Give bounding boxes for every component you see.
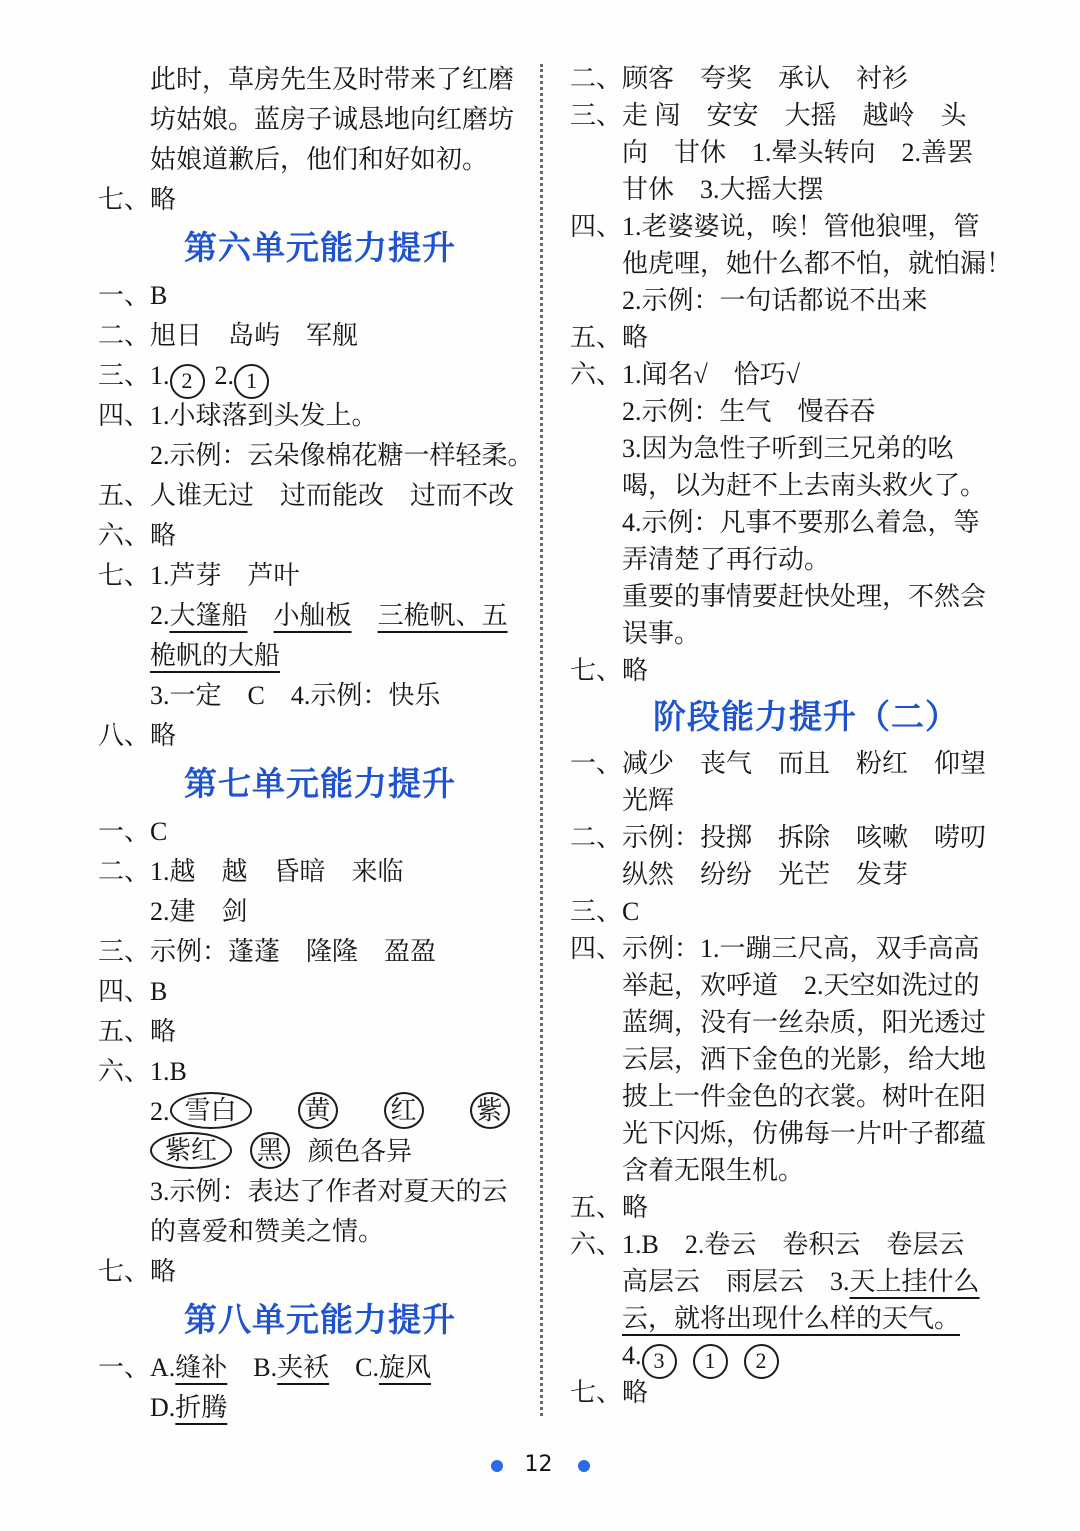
answer-text: B: [150, 977, 168, 1006]
answer-text: 姑娘道歉后，他们和好如初。: [150, 145, 489, 174]
underlined-answer-text: 缝补: [175, 1353, 228, 1382]
answer-row: [570, 356, 1042, 393]
answer-row: [570, 393, 1042, 430]
answer-text: 示例：蓬蓬 隆隆 盈盈: [150, 937, 437, 966]
answer-text: [352, 601, 378, 630]
answer-text: 2.: [150, 1097, 170, 1126]
underlined-answer-text: 折腾: [175, 1393, 228, 1422]
answer-row: [570, 967, 1042, 1004]
answer-row: [570, 1300, 1042, 1337]
answer-text: 高层云 雨层云 3.: [622, 1267, 850, 1296]
answer-text: 此时，草房先生及时带来了红磨: [150, 65, 515, 94]
answer-text: 1.芦芽 芦叶: [150, 561, 300, 590]
answer-row: [98, 1348, 542, 1388]
item-number-label: 六、: [570, 1230, 623, 1259]
section-heading: 第七单元能力提升: [184, 764, 456, 803]
answer-row: [570, 504, 1042, 541]
answer-text: 3.示例：表达了作者对夏天的云: [150, 1177, 508, 1206]
underlined-answer-text: 三桅帆、五: [377, 601, 508, 630]
page-number-dot-left: [491, 1460, 503, 1472]
answer-text: 2.示例：云朵像棉花糖一样轻柔。: [150, 441, 534, 470]
answer-text: 坊姑娘。蓝房子诚恳地向红磨坊: [150, 105, 515, 134]
circled-number: 2: [744, 1344, 779, 1379]
answer-row: [98, 316, 542, 356]
answer-text: B: [150, 281, 168, 310]
answer-row: [98, 972, 542, 1012]
answer-row: [570, 745, 1042, 782]
answer-text: C: [622, 897, 640, 926]
item-number-label: 一、: [98, 817, 151, 846]
item-number-label: 七、: [98, 1257, 151, 1286]
answer-row: [570, 541, 1042, 578]
item-number-label: 六、: [570, 360, 623, 389]
answer-row: [570, 1226, 1042, 1263]
answer-row: [570, 578, 1042, 615]
underlined-answer-text: 小舢板: [273, 601, 352, 630]
underlined-answer-text: 云，就将出现什么样的天气。: [622, 1304, 961, 1333]
answer-text: C: [150, 817, 168, 846]
item-number-label: 二、: [570, 64, 623, 93]
item-number-label: 五、: [570, 1193, 623, 1222]
answer-text: 示例：投掷 拆除 咳嗽 唠叨: [622, 823, 987, 852]
answer-row: [570, 1263, 1042, 1300]
section-heading: 第六单元能力提升: [184, 228, 456, 267]
answer-text: 重要的事情要赶快处理，不然会: [622, 582, 987, 611]
answer-row: [98, 476, 542, 516]
answer-row: [98, 356, 542, 396]
item-number-label: 三、: [98, 937, 151, 966]
answer-text: C.: [329, 1353, 379, 1382]
answer-row: [570, 1041, 1042, 1078]
answer-row: [570, 171, 1042, 208]
answer-text: D.: [150, 1393, 176, 1422]
answer-text: 喝，以为赶不上去南头救火了。: [622, 471, 987, 500]
answer-row: [570, 893, 1042, 930]
item-number-label: 五、: [570, 323, 623, 352]
answer-row: [98, 516, 542, 556]
answer-row: [98, 1052, 542, 1092]
answer-text: 光下闪烁，仿佛每一片叶子都蕴: [622, 1119, 987, 1148]
circled-number: 3: [642, 1344, 677, 1379]
answer-row: [98, 100, 542, 140]
answer-row: [570, 930, 1042, 967]
answer-text: 向 甘休 1.晕头转向 2.善罢: [622, 138, 974, 167]
circled-answer-word: 紫: [470, 1092, 510, 1129]
answer-text: 2.: [214, 361, 234, 390]
answer-text: 4.: [622, 1341, 642, 1370]
item-number-label: 七、: [98, 561, 151, 590]
circled-answer-word: 黑: [250, 1132, 290, 1169]
circled-answer-word: 黄: [298, 1092, 338, 1129]
answer-text: 颜色各异: [308, 1137, 413, 1166]
answer-text: B.: [227, 1353, 278, 1382]
answer-row: [570, 1152, 1042, 1189]
answer-text: A.: [150, 1353, 176, 1382]
item-number-label: 七、: [570, 1378, 623, 1407]
answer-text: 纵然 纷纷 光芒 发芽: [622, 860, 909, 889]
answer-row: [570, 615, 1042, 652]
answer-text: 2.示例：生气 慢吞吞: [622, 397, 876, 426]
answer-row: [98, 812, 542, 852]
answer-row: [98, 60, 542, 100]
answer-row: [98, 892, 542, 932]
answer-text: 1.: [150, 361, 170, 390]
answer-text: 略: [150, 1257, 177, 1286]
underlined-answer-text: 桅帆的大船: [150, 641, 281, 670]
answer-row: [98, 716, 542, 756]
answer-row: [570, 282, 1042, 319]
underlined-answer-text: 旋风: [379, 1353, 432, 1382]
answer-text: 2.示例：一句话都说不出来: [622, 286, 928, 315]
section-heading: 第八单元能力提升: [184, 1300, 456, 1339]
answer-text: 1.B: [150, 1057, 187, 1086]
circled-answer-word: 红: [384, 1092, 424, 1129]
item-number-label: 六、: [98, 1057, 151, 1086]
item-number-label: 五、: [98, 481, 151, 510]
answer-text: 举起，欢呼道 2.天空如洗过的: [622, 971, 980, 1000]
answer-row: [570, 245, 1042, 282]
section-heading: 阶段能力提升（二）: [653, 697, 959, 736]
item-number-label: 二、: [570, 823, 623, 852]
item-number-label: 八、: [98, 721, 151, 750]
answer-text: 光辉: [622, 786, 675, 815]
answer-text: 3.因为急性子听到三兄弟的吆: [622, 434, 954, 463]
answer-row: [570, 1189, 1042, 1226]
item-number-label: 三、: [98, 361, 151, 390]
circled-answer-word: 紫红: [150, 1132, 232, 1169]
answer-row: [570, 1004, 1042, 1041]
answer-text: 4.示例：凡事不要那么着急，等: [622, 508, 980, 537]
circled-number: 2: [170, 364, 205, 399]
answer-row: [570, 208, 1042, 245]
answer-row: [98, 436, 542, 476]
answer-text: 的喜爱和赞美之情。: [150, 1217, 385, 1246]
answer-text: 云层，洒下金色的光影，给大地: [622, 1045, 987, 1074]
answer-row: [570, 1374, 1042, 1411]
answer-text: 减少 丧气 而且 粉红 仰望: [622, 749, 987, 778]
answer-text: 略: [150, 185, 177, 214]
item-number-label: 二、: [98, 321, 151, 350]
answer-text: 略: [150, 721, 177, 750]
answer-row: [98, 676, 542, 716]
answer-row: [98, 1012, 542, 1052]
answer-row: [98, 1388, 542, 1428]
answer-row: [570, 1337, 1042, 1374]
answer-row: [98, 396, 542, 436]
answer-text: 含着无限生机。: [622, 1156, 805, 1185]
answer-text: 略: [150, 521, 177, 550]
answer-text: 略: [622, 656, 649, 685]
item-number-label: 三、: [570, 101, 623, 130]
answer-row: [570, 319, 1042, 356]
answer-row: [570, 819, 1042, 856]
item-number-label: 一、: [98, 281, 151, 310]
answer-text: 蓝绸，没有一丝杂质，阳光透过: [622, 1008, 987, 1037]
answer-row: [570, 134, 1042, 171]
answer-row: [570, 856, 1042, 893]
underlined-answer-text: 夹袄: [277, 1353, 330, 1382]
item-number-label: 七、: [98, 185, 151, 214]
answer-text: 2.建 剑: [150, 897, 248, 926]
answer-row: [570, 467, 1042, 504]
page-number: 12: [524, 1452, 553, 1477]
answer-text: 走 闯 安安 大摇 越岭 头: [622, 101, 967, 130]
answer-text: 略: [150, 1017, 177, 1046]
answer-text: 人谁无过 过而能改 过而不改: [150, 481, 515, 510]
underlined-answer-text: 天上挂什么: [849, 1267, 980, 1296]
answer-row: [570, 1078, 1042, 1115]
item-number-label: 六、: [98, 521, 151, 550]
circled-answer-word: 雪白: [170, 1092, 252, 1129]
item-number-label: 七、: [570, 656, 623, 685]
answer-row: [98, 1172, 542, 1212]
answer-row: [570, 1115, 1042, 1152]
item-number-label: 四、: [570, 934, 623, 963]
answer-text: 1.闻名√ 恰巧√: [622, 360, 801, 389]
item-number-label: 四、: [98, 977, 151, 1006]
answer-row: [98, 556, 542, 596]
answer-text: 1.小球落到头发上。: [150, 401, 378, 430]
answer-text: 2.: [150, 601, 170, 630]
circled-number: 1: [234, 364, 269, 399]
answer-row: [98, 852, 542, 892]
answer-row: [98, 1092, 542, 1132]
answer-text: [248, 601, 274, 630]
answer-row: [570, 97, 1042, 134]
underlined-answer-text: 大篷船: [169, 601, 248, 630]
answer-row: [570, 782, 1042, 819]
page-number-dot-right: [578, 1460, 590, 1472]
answer-row: [98, 1252, 542, 1292]
answer-row: [98, 140, 542, 180]
answer-text: 略: [622, 323, 649, 352]
answer-text: 略: [622, 1193, 649, 1222]
item-number-label: 二、: [98, 857, 151, 886]
answer-text: 他虎哩，她什么都不怕，就怕漏！: [622, 249, 1013, 278]
answer-text: 略: [622, 1378, 649, 1407]
left-column: [98, 60, 542, 1428]
answer-text: 1.B 2.卷云 卷积云 卷层云: [622, 1230, 965, 1259]
item-number-label: 五、: [98, 1017, 151, 1046]
answer-text: 1.老婆婆说，唉！管他狼哩，管: [622, 212, 980, 241]
item-number-label: 一、: [98, 1353, 151, 1382]
answer-row: [98, 1212, 542, 1252]
circled-number: 1: [693, 1344, 728, 1379]
answer-row: [570, 60, 1042, 97]
answer-row: [98, 932, 542, 972]
answer-text: 披上一件金色的衣裳。树叶在阳: [622, 1082, 987, 1111]
answer-row: [98, 276, 542, 316]
answer-row: [98, 596, 542, 636]
column-divider-dotted-line: [540, 64, 543, 1416]
answer-text: 甘休 3.大摇大摆: [622, 175, 824, 204]
answer-row: [570, 430, 1042, 467]
answer-text: 弄清楚了再行动。: [622, 545, 831, 574]
answer-row: [98, 636, 542, 676]
answer-text: 3.一定 C 4.示例：快乐: [150, 681, 441, 710]
answer-text: 顾客 夸奖 承认 衬衫: [622, 64, 909, 93]
item-number-label: 四、: [570, 212, 623, 241]
answer-row: [570, 652, 1042, 689]
item-number-label: 三、: [570, 897, 623, 926]
right-column: [570, 60, 1042, 1428]
item-number-label: 四、: [98, 401, 151, 430]
answer-row: [98, 1132, 542, 1172]
answer-text: 示例：1.一蹦三尺高，双手高高: [622, 934, 980, 963]
answer-text: 1.越 越 昏暗 来临: [150, 857, 404, 886]
item-number-label: 一、: [570, 749, 623, 778]
answer-row: [98, 180, 542, 220]
answer-text: 误事。: [622, 619, 701, 648]
page-footer: [0, 1450, 1080, 1481]
answer-text: 旭日 岛屿 军舰: [150, 321, 359, 350]
